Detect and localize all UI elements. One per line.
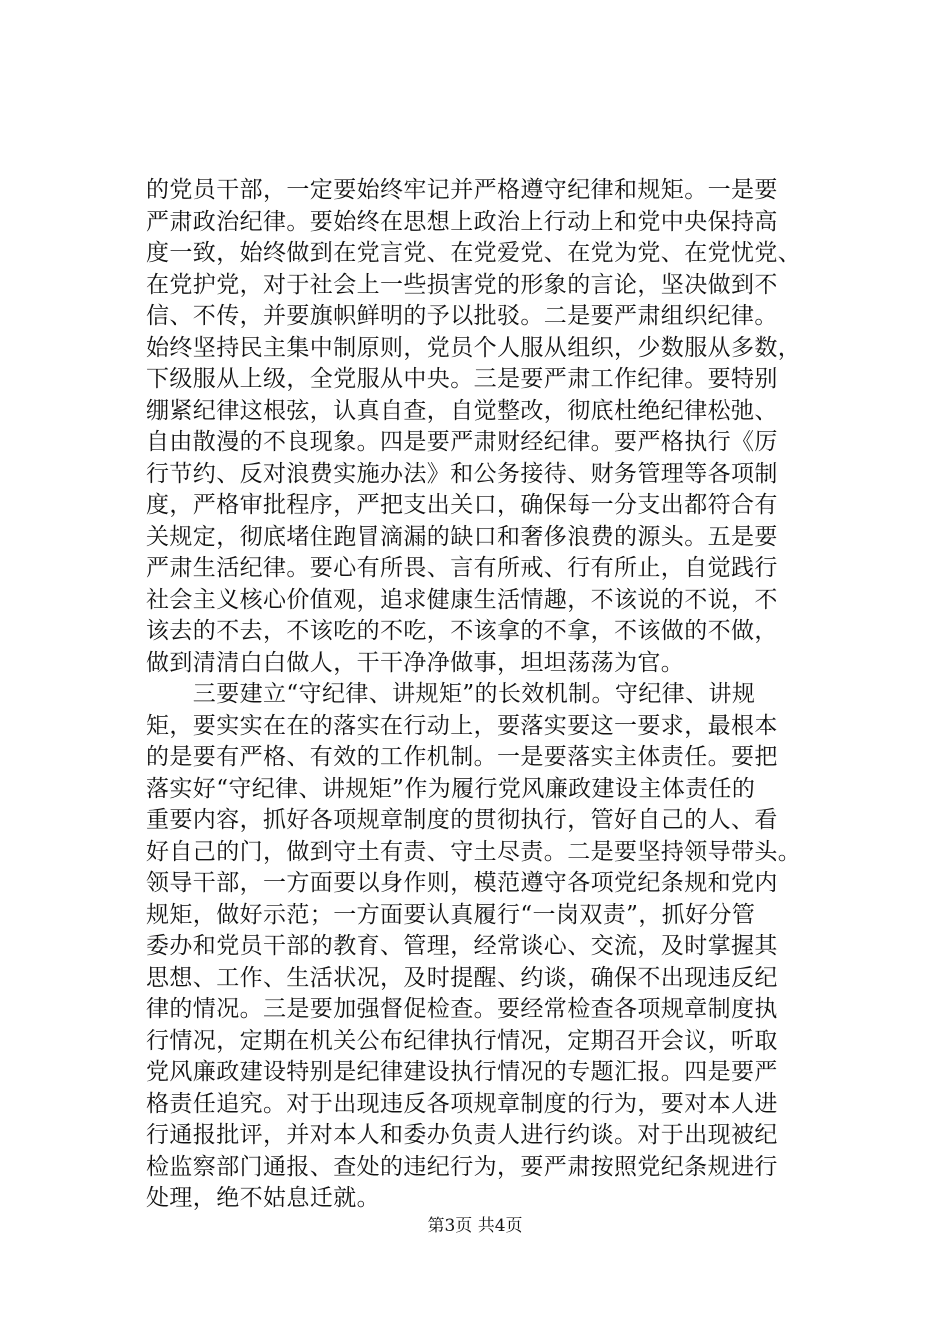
text-line: 行情况，定期在机关公布纪律执行情况，定期召开会议，听取 — [146, 1027, 778, 1054]
text-line: 行节约、反对浪费实施办法》和公务接待、财务管理等各项制 — [146, 460, 778, 487]
text-line: 检监察部门通报、查处的违纪行为，要严肃按照党纪条规进行 — [146, 1153, 778, 1180]
text-line: 重要内容，抓好各项规章制度的贯彻执行，管好自己的人、看 — [146, 807, 778, 833]
text-line: 的是要有严格、有效的工作机制。一是要落实主体责任。要把 — [146, 744, 778, 770]
text-line: 思想、工作、生活状况，及时提醒、约谈，确保不出现违反纪 — [146, 964, 778, 991]
text-line: 在党护党，对于社会上一些损害党的形象的言论，坚决做到不 — [146, 271, 778, 298]
text-line: 的党员干部，一定要始终牢记并严格遵守纪律和规矩。一是要 — [146, 177, 778, 203]
text-line: 格责任追究。对于出现违反各项规章制度的行为，要对本人进 — [146, 1090, 778, 1117]
page-number-footer: 第3页 共4页 — [427, 1216, 523, 1236]
text-line: 矩，要实实在在的落实在行动上，要落实要这一要求，最根本 — [146, 712, 778, 739]
text-line: 领导干部，一方面要以身作则，模范遵守各项党纪条规和党内 — [146, 870, 778, 896]
text-line: 委办和党员干部的教育、管理，经常谈心、交流，及时掌握其 — [146, 933, 778, 959]
text-line: 行通报批评，并对本人和委办负责人进行约谈。对于出现被纪 — [146, 1122, 778, 1148]
text-line: 规矩，做好示范；一方面要认真履行“一岗双责”，抓好分管 — [146, 901, 756, 928]
text-line: 度一致，始终做到在党言党、在党爱党、在党为党、在党忧党、 — [146, 240, 802, 266]
text-line: 党风廉政建设特别是纪律建设执行情况的专题汇报。四是要严 — [146, 1059, 778, 1085]
text-line: 自由散漫的不良现象。四是要严肃财经纪律。要严格执行《厉 — [146, 429, 778, 455]
text-line: 律的情况。三是要加强督促检查。要经常检查各项规章制度执 — [146, 996, 778, 1022]
text-line: 处理，绝不姑息迁就。 — [146, 1185, 380, 1211]
text-line: 好自己的门，做到守土有责、守土尽责。二是要坚持领导带头。 — [146, 838, 802, 865]
text-line: 做到清清白白做人，干干净净做事，坦坦荡荡为官。 — [146, 649, 685, 676]
text-line: 绷紧纪律这根弦，认真自查，自觉整改，彻底杜绝纪律松弛、 — [146, 397, 778, 424]
text-line: 三要建立“守纪律、讲规矩”的长效机制。守纪律、讲规 — [146, 681, 756, 707]
text-line: 社会主义核心价值观，追求健康生活情趣，不该说的不说，不 — [146, 586, 778, 613]
text-line: 严肃政治纪律。要始终在思想上政治上行动上和党中央保持高 — [146, 208, 778, 235]
text-line: 始终坚持民主集中制原则，党员个人服从组织，少数服从多数， — [146, 334, 802, 361]
text-line: 该去的不去，不该吃的不吃，不该拿的不拿，不该做的不做， — [146, 618, 778, 644]
text-line: 信、不传，并要旗帜鲜明的予以批驳。二是要严肃组织纪律。 — [146, 303, 778, 329]
body-text — [146, 175, 826, 1215]
text-line: 关规定，彻底堵住跑冒滴漏的缺口和奢侈浪费的源头。五是要 — [146, 523, 778, 550]
text-line: 下级服从上级，全党服从中央。三是要严肃工作纪律。要特别 — [146, 366, 778, 392]
text-line: 严肃生活纪律。要心有所畏、言有所戒、行有所止，自觉践行 — [146, 555, 778, 581]
text-line: 落实好“守纪律、讲规矩”作为履行党风廉政建设主体责任的 — [146, 775, 756, 802]
text-line: 度，严格审批程序，严把支出关口，确保每一分支出都符合有 — [146, 492, 778, 518]
